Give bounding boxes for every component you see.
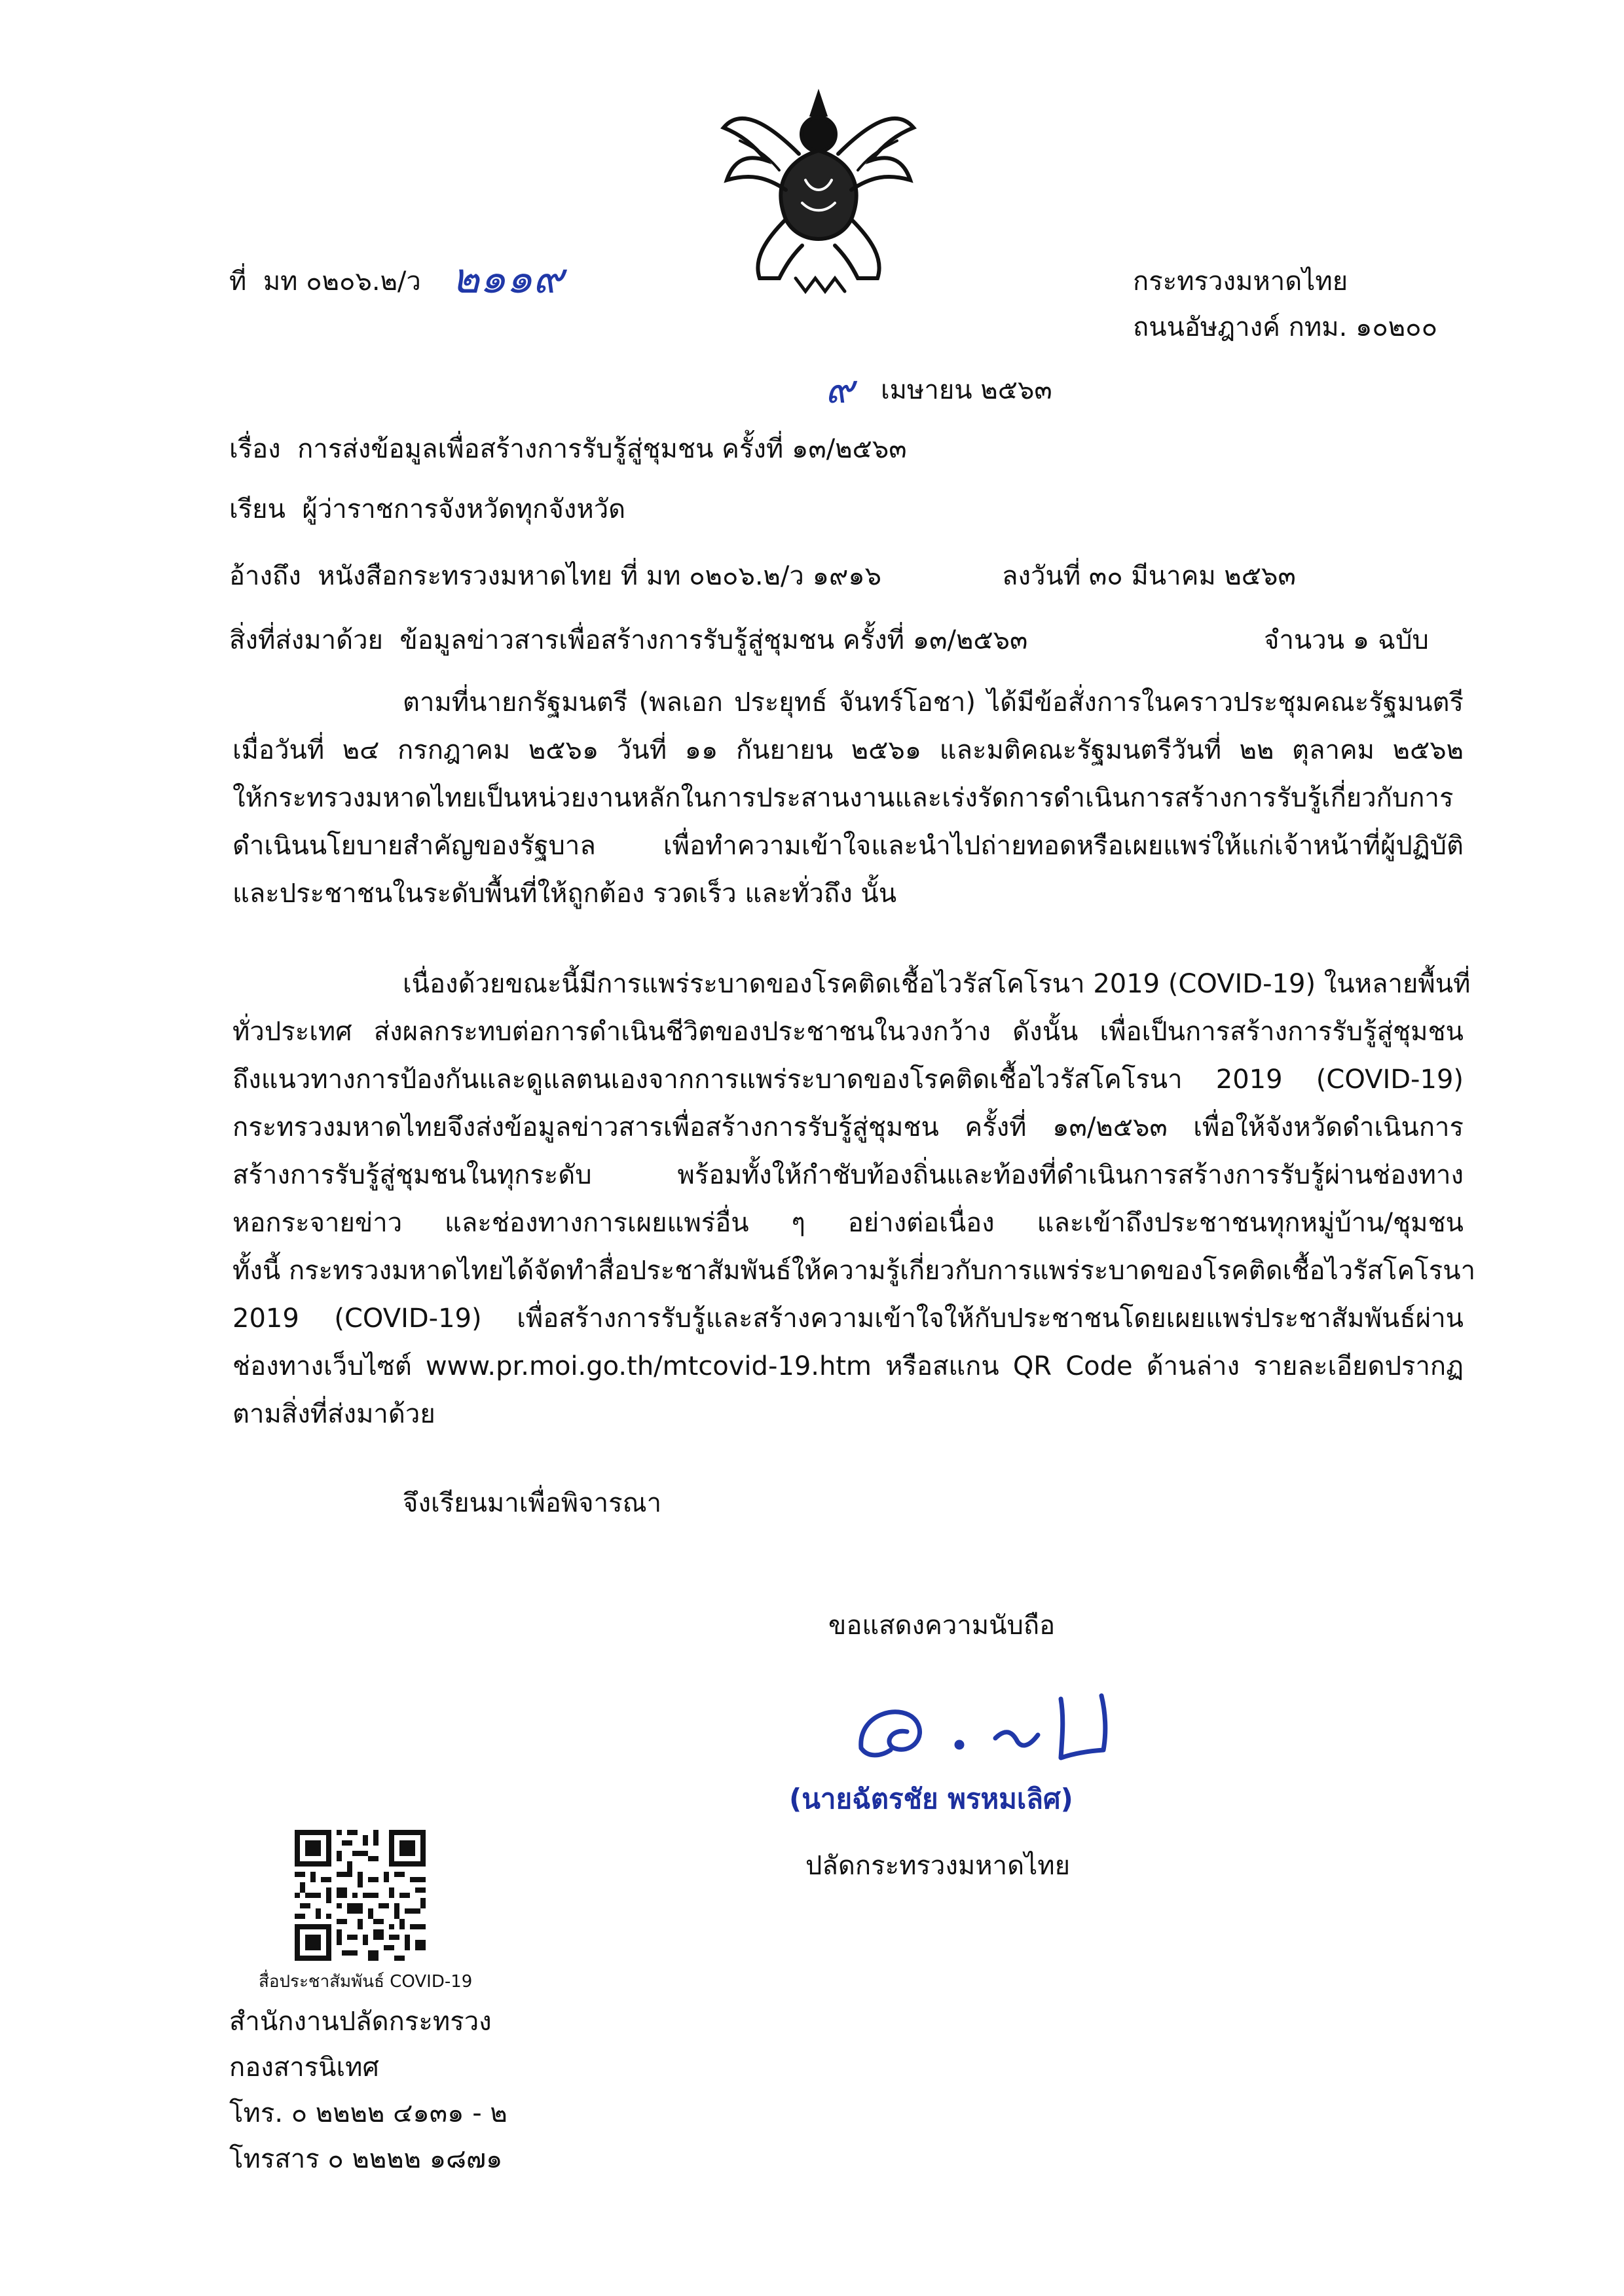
paragraph-line: 2019 (COVID-19) เพื่อสร้างการรับรู้และสร้างความเข้าใจให้กับประชาชนโดยเผยแพร่ประชาสัมพันธ์ผ่าน: [232, 1303, 1464, 1334]
ref-handwritten-number: ๒๑๑๙: [452, 255, 564, 303]
reference-text: หนังสือกระทรวงมหาดไทย ที่ มท ๐๒๐๖.๒/ว ๑๙๑๖: [318, 561, 882, 591]
sender-address: ถนนอัษฎางค์ กทม. ๑๐๒๐๐: [1133, 312, 1437, 342]
paragraph-line: ช่องทางเว็บไซต์ www.pr.moi.go.th/mtcovid-19.htm หรือสแกน QR Code ด้านล่าง รายละเอียดปรากฏ: [232, 1351, 1464, 1381]
date-handwritten-day: ๙: [825, 367, 854, 412]
reference-label: อ้างถึง: [229, 561, 301, 591]
sender-ministry: กระทรวงมหาดไทย: [1133, 266, 1348, 297]
enclosure-text: ข้อมูลข่าวสารเพื่อสร้างการรับรู้สู่ชุมชน ครั้งที่ ๑๓/๒๕๖๓: [399, 625, 1028, 655]
to-label: เรียน: [229, 494, 286, 524]
paragraph-line: และประชาชนในระดับพื้นที่ให้ถูกต้อง รวดเร็ว และทั่วถึง นั้น: [232, 879, 897, 909]
reference-number-line: [229, 263, 421, 300]
garuda-emblem-icon: [714, 82, 923, 298]
footer-office: สำนักงานปลัดกระทรวง: [229, 2007, 492, 2037]
footer-division: กองสารนิเทศ: [229, 2052, 379, 2083]
paragraph-line: หอกระจายข่าว และช่องทางการเผยแพร่อื่น ๆ อย่างต่อเนื่อง และเข้าถึงประชาชนทุกหมู่บ้าน/ชุมชน: [232, 1208, 1464, 1238]
paragraph-line: ดำเนินนโยบายสำคัญของรัฐบาล เพื่อทำความเข้าใจและนำไปถ่ายทอดหรือเผยแพร่ให้แก่เจ้าหน้าที่ผู้ปฏิบัติ: [232, 831, 1464, 861]
closing-courtesy: ขอแสดงความนับถือ: [828, 1611, 1056, 1641]
to-line: [229, 491, 625, 528]
signature-mark: [845, 1686, 1120, 1771]
enclosure-count: จำนวน ๑ ฉบับ: [1264, 625, 1429, 655]
qr-caption: สื่อประชาสัมพันธ์ COVID-19: [259, 1972, 473, 1992]
paragraph-line: ทั้งนี้ กระทรวงมหาดไทยได้จัดทำสื่อประชาสัมพันธ์ให้ความรู้เกี่ยวกับการแพร่ระบาดของโรคติดเชื้อไวรัสโคโรนา: [232, 1256, 1476, 1286]
date-month-year: เมษายน ๒๕๖๓: [881, 375, 1052, 405]
footer-fax: โทรสาร ๐ ๒๒๒๒ ๑๘๗๑: [229, 2144, 503, 2174]
subject-label: เรื่อง: [229, 434, 281, 464]
paragraph-line: ถึงแนวทางการป้องกันและดูแลตนเองจากการแพร่ระบาดของโรคติดเชื้อไวรัสโคโรนา 2019 (COVID-19): [232, 1065, 1464, 1095]
closing-request: จึงเรียนมาเพื่อพิจารณา: [403, 1488, 662, 1518]
paragraph-line: ให้กระทรวงมหาดไทยเป็นหน่วยงานหลักในการประสานงานและเร่งรัดการดำเนินการสร้างการรับรู้เกี่ยวกับการ: [232, 783, 1454, 813]
signatory-name: (นายฉัตรชัย พรหมเลิศ): [789, 1783, 1073, 1815]
enclosure-line: [229, 622, 1027, 659]
to-text: ผู้ว่าราชการจังหวัดทุกจังหวัด: [302, 494, 626, 524]
reference-line: [229, 558, 881, 594]
enclosure-label: สิ่งที่ส่งมาด้วย: [229, 625, 383, 655]
subject-line: [229, 431, 907, 467]
paragraph-line: ทั่วประเทศ ส่งผลกระทบต่อการดำเนินชีวิตของประชาชนในวงกว้าง ดังนั้น เพื่อเป็นการสร้างการรับรู้สู่ชุมชน: [232, 1017, 1464, 1047]
reference-date: ลงวันที่ ๓๐ มีนาคม ๒๕๖๓: [1002, 561, 1296, 591]
paragraph-line: ตามสิ่งที่ส่งมาด้วย: [232, 1399, 435, 1429]
subject-text: การส่งข้อมูลเพื่อสร้างการรับรู้สู่ชุมชน ครั้งที่ ๑๓/๒๕๖๓: [297, 434, 907, 464]
paragraph-line: กระทรวงมหาดไทยจึงส่งข้อมูลข่าวสารเพื่อสร้างการรับรู้สู่ชุมชน ครั้งที่ ๑๓/๒๕๖๓ เพื่อให้จังหวัดดำเนินการ: [232, 1112, 1464, 1142]
signatory-title: ปลัดกระทรวงมหาดไทย: [805, 1851, 1071, 1881]
paragraph-line: สร้างการรับรู้สู่ชุมชนในทุกระดับ พร้อมทั้งให้กำชับท้องถิ่นและท้องที่ดำเนินการสร้างการรับรู้ผ่านช่องทาง: [232, 1160, 1464, 1190]
ref-label: ที่: [229, 266, 247, 297]
footer-phone: โทร. ๐ ๒๒๒๒ ๔๑๓๑ - ๒: [229, 2098, 507, 2128]
paragraph-line: ตามที่นายกรัฐมนตรี (พลเอก ประยุทธ์ จันทร์โอชา) ได้มีข้อสั่งการในคราวประชุมคณะรัฐมนตรี: [403, 687, 1464, 718]
ref-number: มท ๐๒๐๖.๒/ว: [263, 266, 421, 297]
paragraph-line: เนื่องด้วยขณะนี้มีการแพร่ระบาดของโรคติดเชื้อไวรัสโคโรนา 2019 (COVID-19) ในหลายพื้นที่: [403, 969, 1471, 999]
qr-code-icon: [295, 1830, 426, 1961]
paragraph-line: เมื่อวันที่ ๒๔ กรกฎาคม ๒๕๖๑ วันที่ ๑๑ กันยายน ๒๕๖๑ และมติคณะรัฐมนตรีวันที่ ๒๒ ตุลาคม ๒๕๖๒: [232, 735, 1464, 765]
